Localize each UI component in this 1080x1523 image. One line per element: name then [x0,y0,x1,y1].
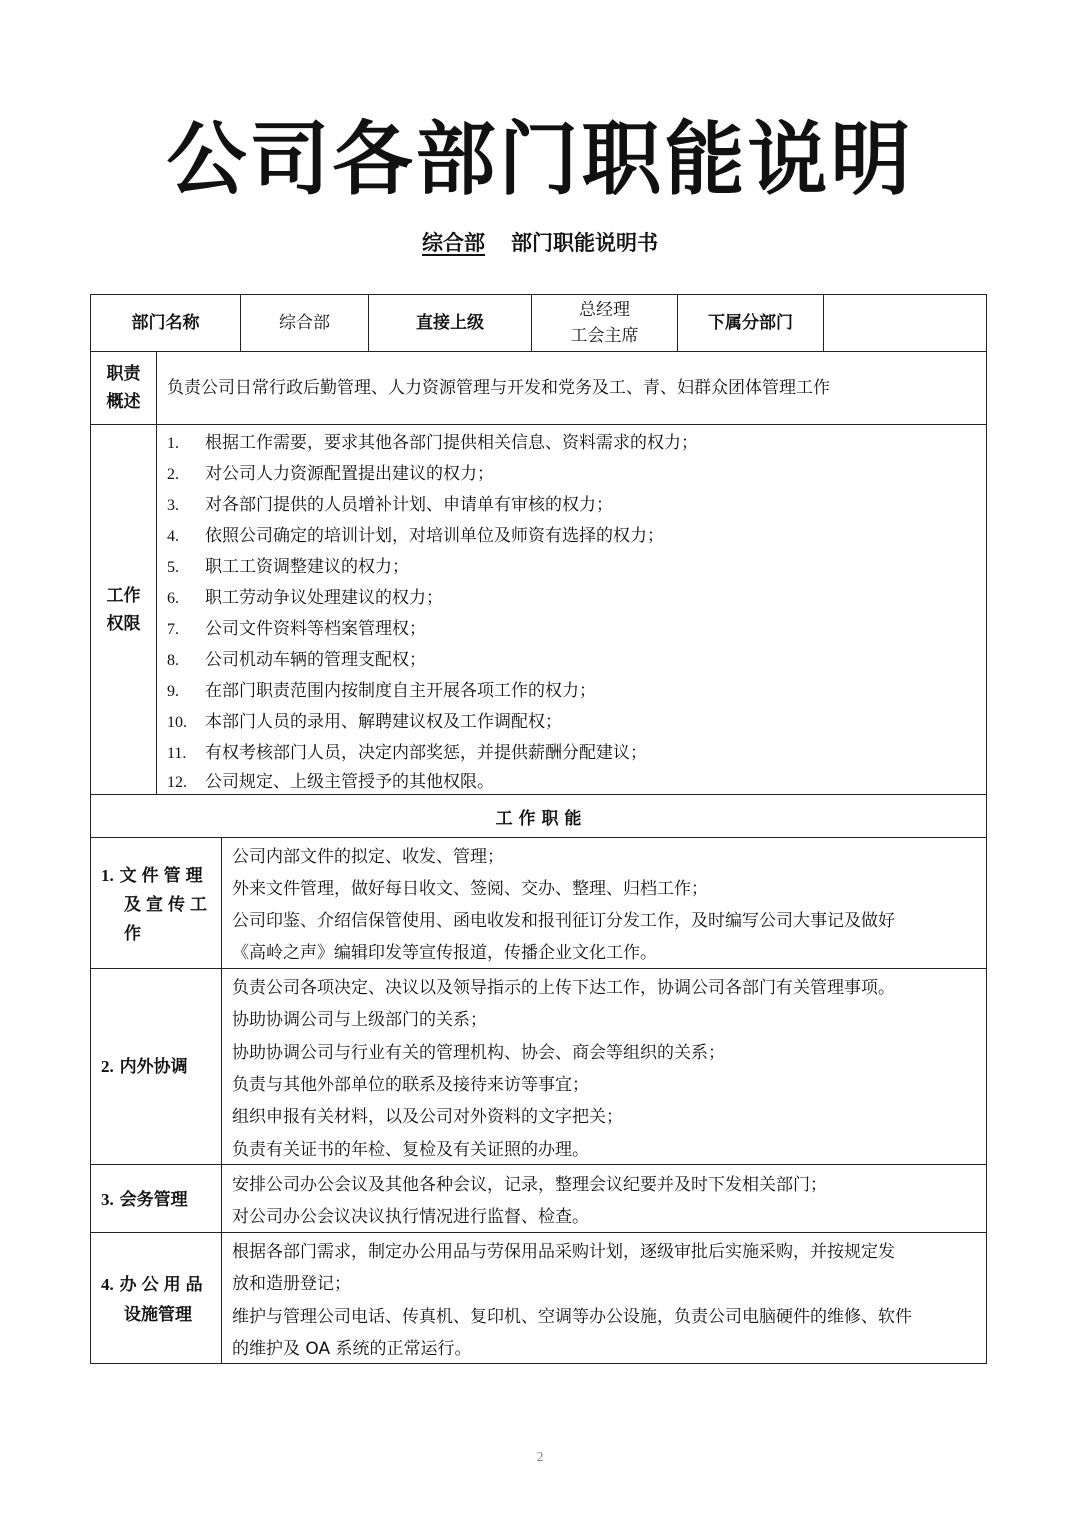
section-label-line: 办公用品 [119,1275,208,1295]
authority-item-num: 12. [167,774,187,791]
authority-label-1: 工作 [106,585,141,606]
authority-item-text: 根据工作需要，要求其他各部门提供相关信息、资料需求的权力； [205,433,698,453]
authority-item-text: 公司机动车辆的管理支配权； [205,650,426,670]
authority-item [167,741,647,766]
duty-overview-row [90,351,987,425]
function-section-2 [90,968,987,1165]
authority-item [167,586,443,611]
dept-name-label: 部门名称 [91,295,241,351]
function-line: 根据各部门需求，制定办公用品与劳保用品采购计划，逐级审批后实施采购，并按规定发 [232,1242,895,1262]
function-line: 协助协调公司与行业有关的管理机构、协会、商会等组织的关系； [232,1043,725,1063]
function-line: 负责与其他外部单位的联系及接待来访等事宜； [232,1075,589,1095]
function-line: 外来文件管理，做好每日收文、签阅、交办、整理、归档工作； [232,879,708,899]
superior-value-1: 总经理 [579,300,630,320]
authority-item-text: 有权考核部门人员，决定内部奖惩，并提供薪酬分配建议； [205,743,647,763]
authority-item-num: 8. [167,652,179,669]
duty-overview-text: 负责公司日常行政后勤管理、人力资源管理与开发和党务及工、青、妇群众团体管理工作 [167,378,830,398]
functions-header: 工 作 职 能 [90,794,987,838]
authority-item-num: 6. [167,590,179,607]
authority-item [167,431,698,456]
dept-name-value: 综合部 [241,295,369,351]
authority-label-2: 权限 [106,613,141,634]
function-line: 放和造册登记； [232,1274,351,1294]
authority-item-text: 对各部门提供的人员增补计划、申请单有审核的权力； [205,495,613,515]
duty-overview-label-1: 职责 [106,364,141,384]
subordinate-value [824,295,986,351]
section-num: 4. [101,1275,114,1294]
authority-item [167,617,426,642]
authority-item-num: 7. [167,621,179,638]
function-line: 组织申报有关材料，以及公司对外资料的文字把关； [232,1107,623,1127]
authority-item-num: 4. [167,528,179,545]
section-label-line: 会务管理 [119,1190,188,1210]
function-section-content [222,969,986,1164]
function-line: 对公司办公会议决议执行情况进行监督、检查。 [232,1207,589,1227]
section-num: 1. [101,866,114,885]
section-num: 3. [101,1190,114,1209]
function-section-label [91,969,222,1164]
function-line: 的维护及 OA 系统的正常运行。 [232,1339,472,1359]
authority-item-num: 3. [167,497,179,514]
function-section-4 [90,1232,987,1364]
superior-label: 直接上级 [369,295,532,351]
function-line: 负责公司各项决定、决议以及领导指示的上传下达工作，协调公司各部门有关管理事项。 [232,978,895,998]
duty-overview-label-2: 概述 [106,392,141,412]
function-line: 安排公司办公会议及其他各种会议，记录，整理会议纪要并及时下发相关部门； [232,1175,827,1195]
section-label-line: 内外协调 [119,1057,188,1077]
authority-item-num: 2. [167,466,179,483]
subordinate-label: 下属分部门 [678,295,824,351]
authority-item [167,462,494,487]
authority-label [91,425,157,794]
section-label-line: 作 [124,924,141,944]
duty-overview-label [91,352,157,424]
subtitle [0,226,1080,260]
authority-item-text: 本部门人员的录用、解聘建议权及工作调配权； [205,712,562,732]
function-section-label [91,1233,222,1363]
duty-overview-content [157,352,986,424]
authority-item [167,710,562,735]
function-section-label [91,1165,222,1232]
page-title: 公司各部门职能说明 [166,113,914,206]
authority-item-text: 职工工资调整建议的权力； [205,557,409,577]
function-line: 维护与管理公司电话、传真机、复印机、空调等办公设施，负责公司电脑硬件的维修、软件 [232,1307,912,1327]
authority-item-num: 1. [167,435,179,452]
authority-list [157,425,986,794]
function-line: 《高岭之声》编辑印发等宣传报道，传播企业文化工作。 [232,943,657,963]
subtitle-doc: 部门职能说明书 [511,231,658,255]
authority-item-text: 依照公司确定的培训计划，对培训单位及师资有选择的权力； [205,526,664,546]
authority-item-num: 9. [167,683,179,700]
authority-item-text: 公司规定、上级主管授予的其他权限。 [205,772,494,792]
function-section-label [91,838,222,968]
function-section-content [222,1165,986,1232]
authority-item [167,679,596,704]
authority-row [90,424,987,795]
authority-item-num: 11. [167,745,187,762]
authority-item-num: 10. [167,714,187,731]
superior-value-2: 工会主席 [570,326,639,346]
section-label-line: 及宣传工 [124,895,212,915]
section-num: 2. [101,1057,114,1076]
function-line: 公司内部文件的拟定、收发、管理； [232,847,504,867]
authority-item-text: 对公司人力资源配置提出建议的权力； [205,464,494,484]
authority-item [167,524,664,549]
header-row [90,294,987,352]
function-section-1 [90,837,987,969]
function-line: 公司印鉴、介绍信保管使用、函电收发和报刊征订分发工作，及时编写公司大事记及做好 [232,911,895,931]
superior-value [532,295,678,351]
function-section-content [222,1233,986,1363]
function-section-content [222,838,986,968]
section-label-line: 设施管理 [124,1305,192,1325]
authority-item [167,493,613,518]
function-line: 负责有关证书的年检、复检及有关证照的办理。 [232,1140,589,1160]
subtitle-dept: 综合部 [422,231,485,255]
authority-item [167,555,409,580]
authority-item-text: 职工劳动争议处理建议的权力； [205,588,443,608]
function-line: 协助协调公司与上级部门的关系； [232,1010,487,1030]
section-label-line: 文件管理 [119,866,208,886]
authority-item [167,648,426,673]
page-number: 2 [536,1450,544,1465]
authority-item-text: 公司文件资料等档案管理权； [205,619,426,639]
authority-item [167,770,494,795]
function-section-3 [90,1164,987,1233]
authority-item-text: 在部门职责范围内按制度自主开展各项工作的权力； [205,681,596,701]
authority-item-num: 5. [167,559,179,576]
